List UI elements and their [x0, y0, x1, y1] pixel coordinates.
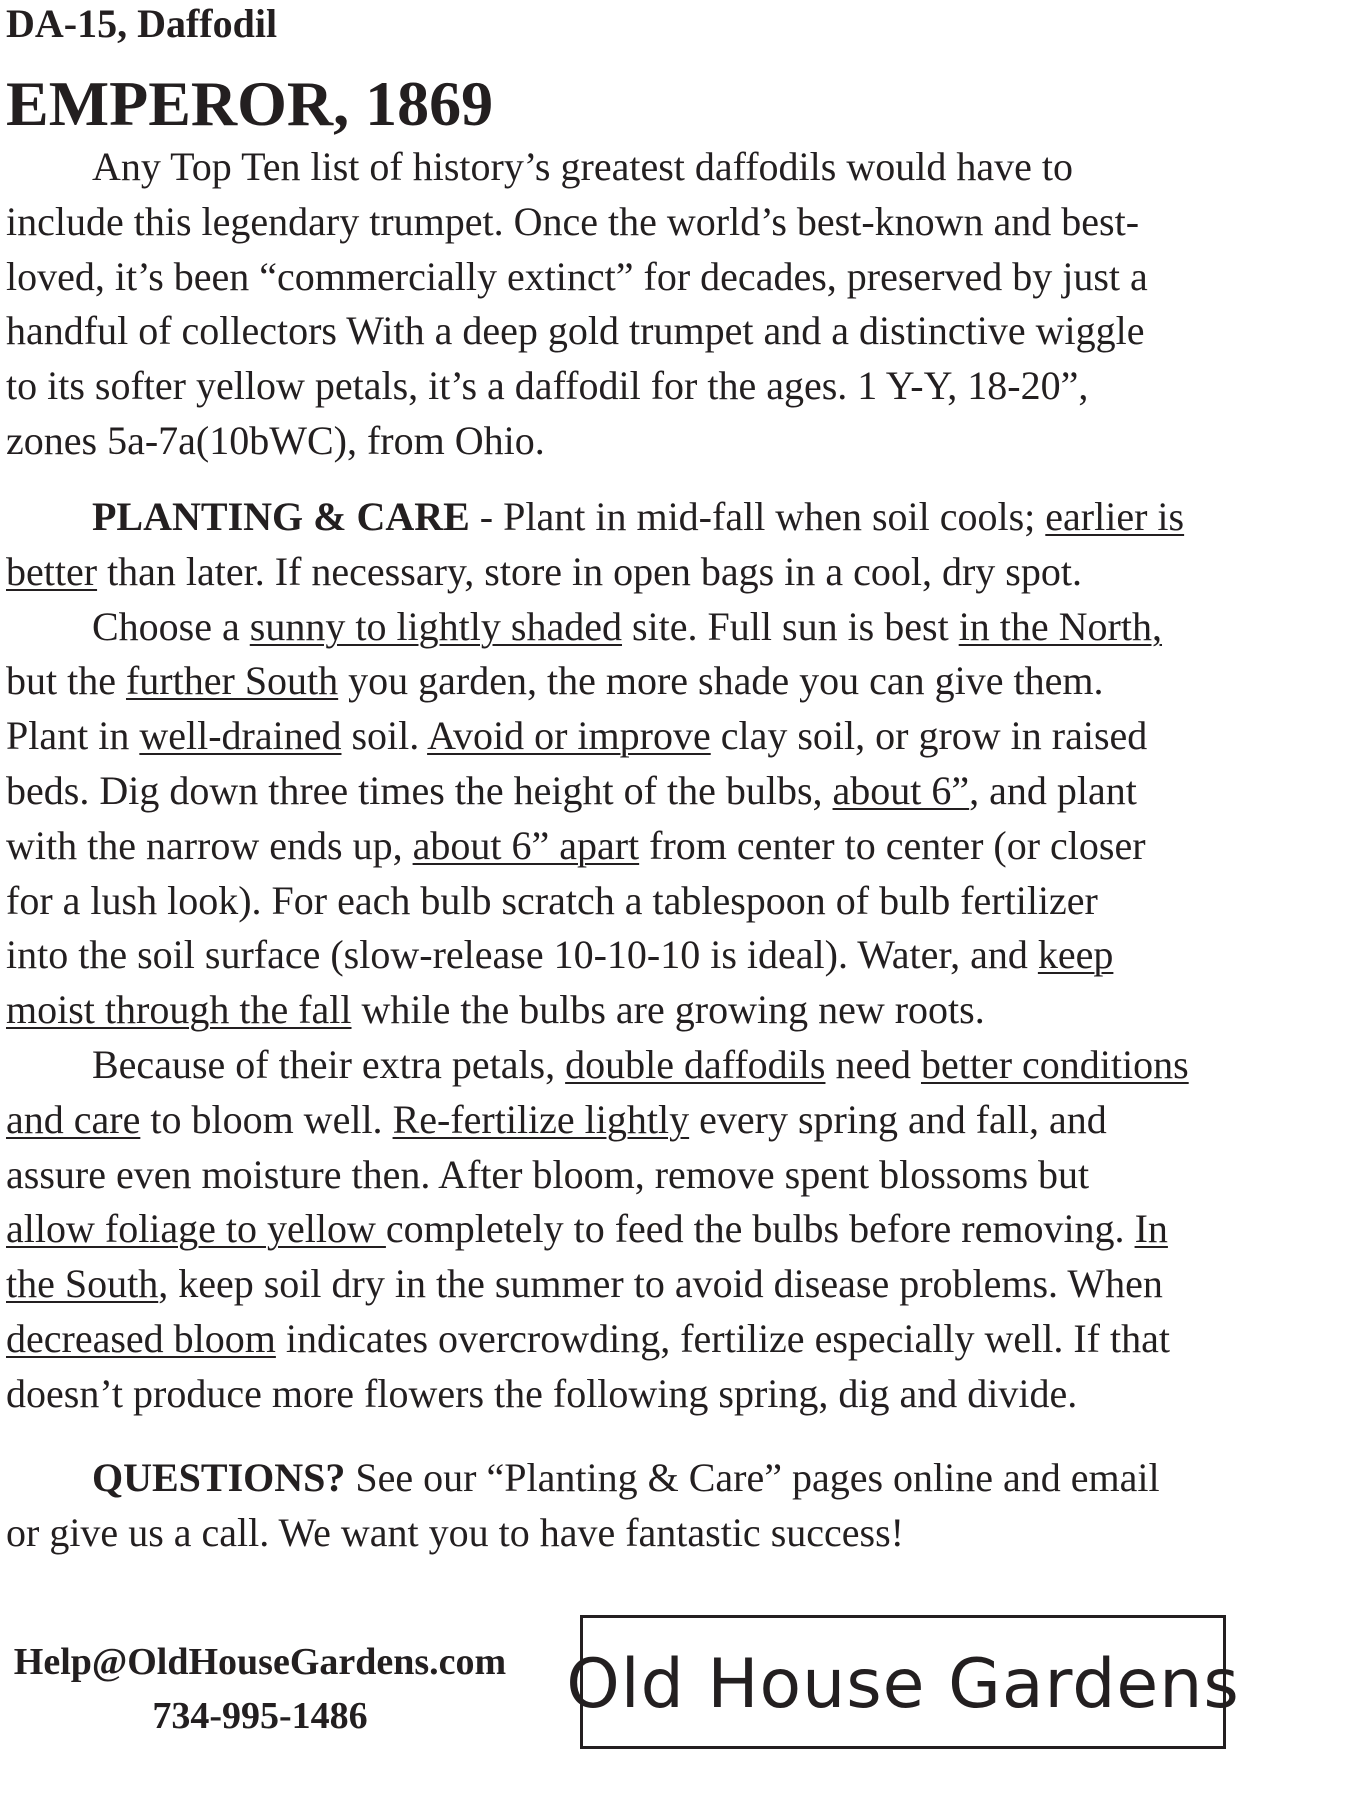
- text: into the soil surface (slow-release 10-10-10 is ideal). Water, and: [6, 932, 1038, 978]
- underlined-text: further South: [125, 658, 339, 704]
- underlined-text: keep: [1037, 932, 1114, 978]
- planting-line: [6, 1257, 1189, 1312]
- underlined-text: in the North,: [958, 603, 1162, 649]
- underlined-text: moist through the fall: [6, 987, 352, 1033]
- questions-line: [6, 1451, 1160, 1506]
- planting-care-section: [6, 490, 1189, 1422]
- planting-line: [6, 1148, 1189, 1203]
- text: , keep soil dry in the summer to avoid disease problems. When: [158, 1261, 1163, 1307]
- planting-line: [6, 1312, 1189, 1367]
- logo-wordmark: [566, 1627, 1240, 1737]
- text: every spring and fall, and: [689, 1096, 1107, 1142]
- text: , and plant: [969, 767, 1137, 813]
- planting-line: [6, 1093, 1189, 1148]
- underlined-text: about 6”: [832, 767, 970, 813]
- planting-line: [6, 983, 1189, 1038]
- text: Because of their extra petals,: [92, 1041, 566, 1087]
- underlined-text: decreased bloom: [6, 1315, 276, 1361]
- item-code: DA-15, Daffodil: [6, 1, 278, 46]
- text: for a lush look). For each bulb scratch a tablespoon of bulb fertilizer: [6, 877, 1098, 923]
- planting-line: [6, 928, 1189, 983]
- text: need: [825, 1041, 921, 1087]
- text: Plant in: [6, 713, 140, 759]
- underlined-text: double daffodils: [565, 1041, 826, 1087]
- planting-heading: PLANTING & CARE: [92, 494, 470, 539]
- description-line: loved, it’s been “commercially extinct” for decades, preserved by just a: [6, 253, 1148, 299]
- planting-line: [6, 600, 1189, 655]
- text: site. Full sun is best: [621, 603, 959, 649]
- planting-line: [6, 764, 1189, 819]
- text: See our “Planting & Care” pages online and email: [345, 1455, 1160, 1500]
- text: but the: [6, 658, 126, 704]
- text: you garden, the more shade you can give them.: [338, 658, 1104, 704]
- underlined-text: and care: [6, 1096, 141, 1142]
- text: soil.: [341, 713, 428, 759]
- text: clay soil, or grow in raised: [710, 713, 1148, 759]
- description: [6, 140, 1148, 469]
- questions-line: or give us a call. We want you to have fantastic success!: [6, 1509, 904, 1555]
- planting-line: [6, 874, 1189, 929]
- logo-text: Old House Gardens: [566, 1645, 1240, 1724]
- underlined-text: better: [6, 548, 98, 594]
- planting-line: [6, 819, 1189, 874]
- logo: [566, 1615, 1240, 1749]
- text: beds. Dig down three times the height of the bulbs,: [6, 767, 833, 813]
- text: while the bulbs are growing new roots.: [351, 987, 985, 1033]
- text: assure even moisture then. After bloom, remove spent blossoms but: [6, 1151, 1090, 1197]
- underlined-text: the South: [6, 1261, 159, 1307]
- planting-line: [6, 1367, 1189, 1422]
- underlined-text: Re-fertilize lightly: [392, 1096, 690, 1142]
- contact-info: [0, 1635, 520, 1743]
- underlined-text: allow foliage to yellow: [6, 1206, 386, 1252]
- questions-heading: QUESTIONS?: [92, 1455, 346, 1500]
- text: doesn’t produce more flowers the following spring, dig and divide.: [6, 1370, 1078, 1416]
- text: with the narrow ends up,: [6, 822, 413, 868]
- underlined-text: In: [1134, 1206, 1168, 1252]
- planting-line: [6, 1038, 1189, 1093]
- planting-line: [6, 490, 1189, 545]
- underlined-text: earlier is: [1045, 494, 1185, 539]
- description-line: zones 5a-7a(10bWC), from Ohio.: [6, 417, 545, 463]
- underlined-text: better conditions: [920, 1041, 1189, 1087]
- description-line: handful of collectors With a deep gold trumpet and a distinctive wiggle: [6, 308, 1145, 354]
- phone-number: 734-995-1486: [152, 1695, 368, 1737]
- underlined-text: sunny to lightly shaded: [249, 603, 622, 649]
- page-title: EMPEROR, 1869: [6, 68, 494, 139]
- text: than later. If necessary, store in open bags in a cool, dry spot.: [97, 548, 1082, 594]
- description-line: Any Top Ten list of history’s greatest daffodils would have to: [92, 144, 1073, 189]
- planting-line: [6, 1202, 1189, 1257]
- description-line: to its softer yellow petals, it’s a daffodil for the ages. 1 Y-Y, 18-20”,: [6, 363, 1089, 409]
- questions-section: [6, 1451, 1160, 1561]
- text: from center to center (or closer: [639, 822, 1146, 868]
- text: Choose a: [92, 603, 250, 649]
- planting-line: [6, 654, 1189, 709]
- text: - Plant in mid-fall when soil cools;: [469, 494, 1046, 539]
- planting-line: [6, 709, 1189, 764]
- text: completely to feed the bulbs before removing.: [385, 1206, 1135, 1252]
- text: to bloom well.: [140, 1096, 393, 1142]
- text: indicates overcrowding, fertilize especially well. If that: [275, 1315, 1170, 1361]
- description-line: include this legendary trumpet. Once the world’s best-known and best-: [6, 198, 1140, 244]
- underlined-text: Avoid or improve: [427, 713, 711, 759]
- underlined-text: about 6” apart: [412, 822, 640, 868]
- email-link[interactable]: Help@OldHouseGardens.com: [13, 1641, 507, 1683]
- underlined-text: well-drained: [139, 713, 342, 759]
- planting-line: [6, 545, 1189, 600]
